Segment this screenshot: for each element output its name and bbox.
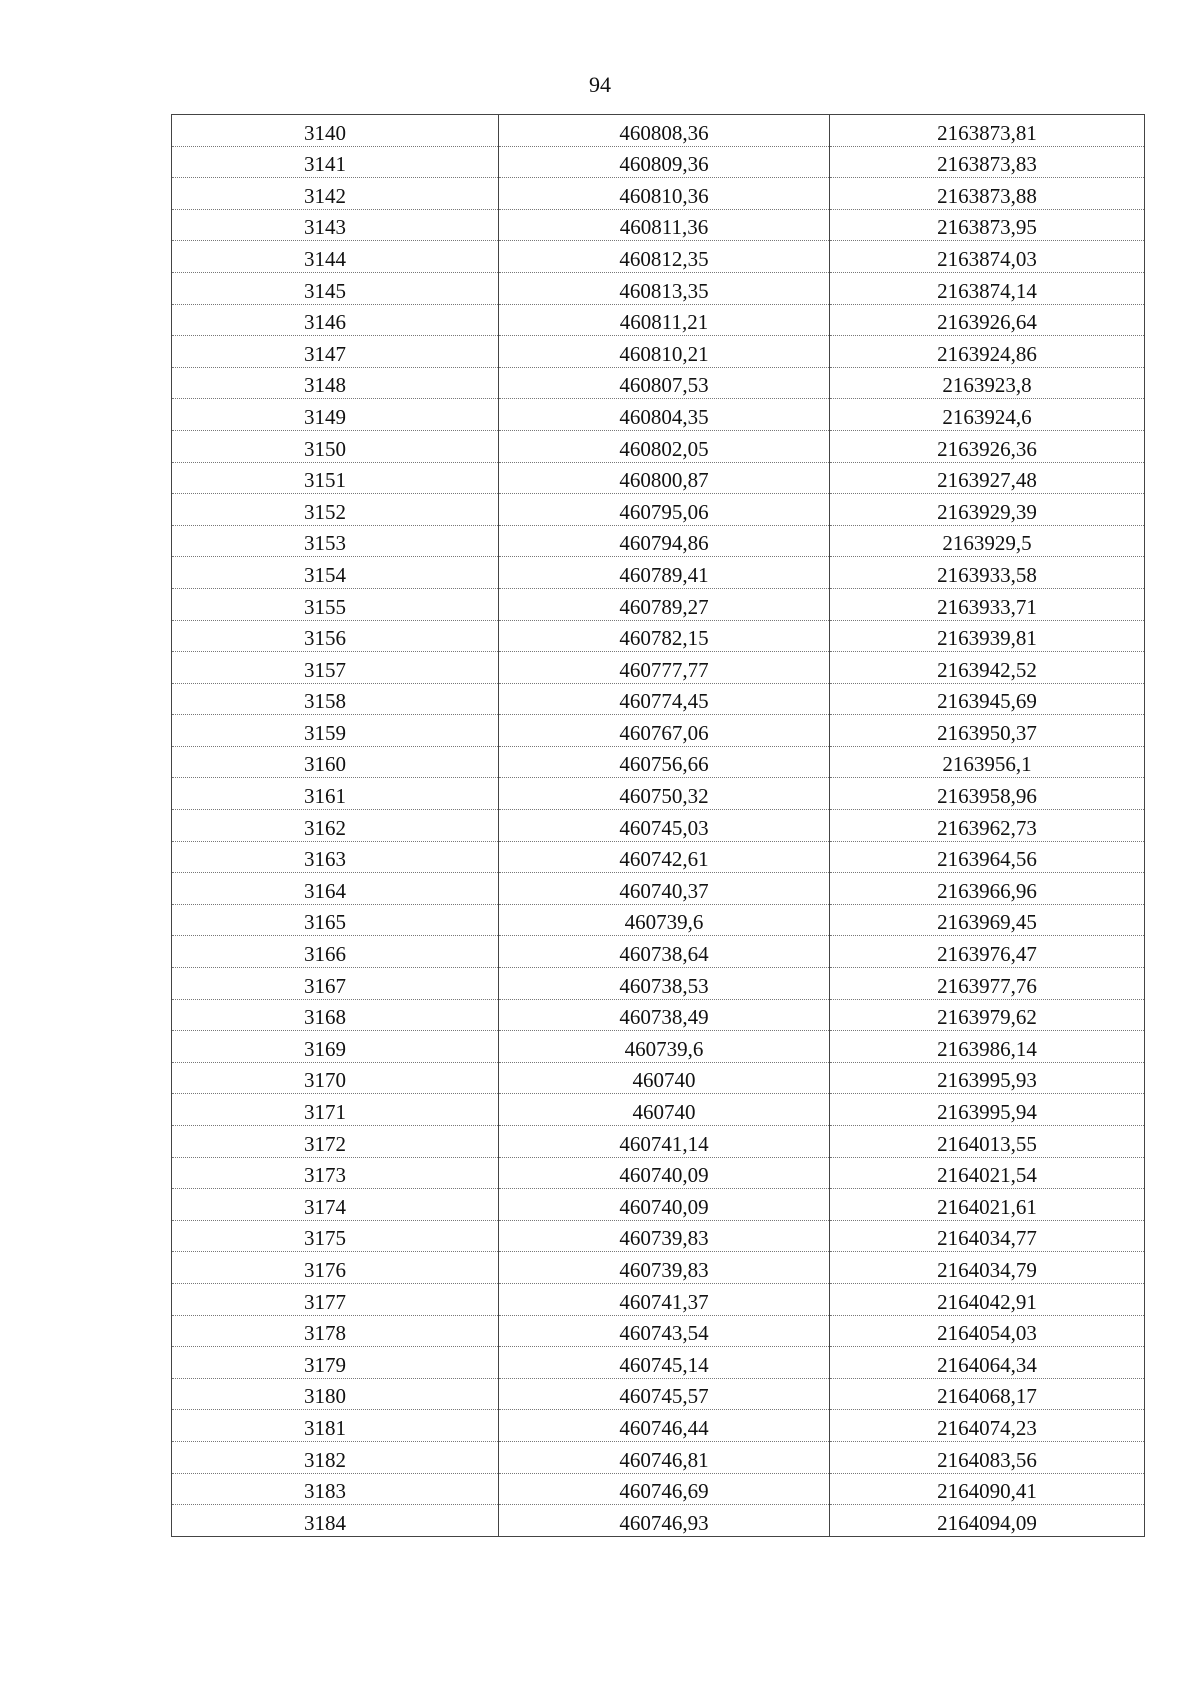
table-row [172,999,1145,1031]
page-number: 94 [589,72,611,97]
y-coordinate-cell: 2164042,91 [830,1283,1145,1315]
x-coordinate-cell: 460746,93 [499,1505,830,1537]
table-row [172,462,1145,494]
point-number-cell: 3160 [172,746,499,778]
point-number-cell: 3161 [172,778,499,810]
coordinates-table-body [172,115,1145,1537]
table-row [172,746,1145,778]
y-coordinate-cell: 2163929,39 [830,494,1145,526]
point-number-cell: 3174 [172,1189,499,1221]
x-coordinate-cell: 460739,6 [499,904,830,936]
y-coordinate-cell: 2163873,83 [830,146,1145,178]
x-coordinate-cell: 460750,32 [499,778,830,810]
x-coordinate-cell: 460812,35 [499,241,830,273]
x-coordinate-cell: 460739,83 [499,1252,830,1284]
y-coordinate-cell: 2164021,54 [830,1157,1145,1189]
x-coordinate-cell: 460810,36 [499,178,830,210]
x-coordinate-cell: 460807,53 [499,367,830,399]
point-number-cell: 3154 [172,557,499,589]
point-number-cell: 3145 [172,272,499,304]
point-number-cell: 3148 [172,367,499,399]
y-coordinate-cell: 2164090,41 [830,1473,1145,1505]
x-coordinate-cell: 460740,09 [499,1157,830,1189]
point-number-cell: 3151 [172,462,499,494]
table-row [172,1441,1145,1473]
table-row [172,557,1145,589]
point-number-cell: 3164 [172,873,499,905]
x-coordinate-cell: 460738,49 [499,999,830,1031]
point-number-cell: 3163 [172,841,499,873]
x-coordinate-cell: 460746,44 [499,1410,830,1442]
x-coordinate-cell: 460743,54 [499,1315,830,1347]
y-coordinate-cell: 2163995,93 [830,1062,1145,1094]
y-coordinate-cell: 2163873,81 [830,115,1145,147]
table-row [172,115,1145,147]
point-number-cell: 3144 [172,241,499,273]
point-number-cell: 3141 [172,146,499,178]
table-row [172,494,1145,526]
table-row [172,1094,1145,1126]
y-coordinate-cell: 2164064,34 [830,1347,1145,1379]
table-row [172,1347,1145,1379]
point-number-cell: 3166 [172,936,499,968]
y-coordinate-cell: 2164074,23 [830,1410,1145,1442]
table-row [172,1410,1145,1442]
point-number-cell: 3153 [172,525,499,557]
y-coordinate-cell: 2163986,14 [830,1031,1145,1063]
x-coordinate-cell: 460804,35 [499,399,830,431]
x-coordinate-cell: 460782,15 [499,620,830,652]
table-row [172,1505,1145,1537]
x-coordinate-cell: 460739,83 [499,1220,830,1252]
table-row [172,715,1145,747]
x-coordinate-cell: 460809,36 [499,146,830,178]
table-row [172,241,1145,273]
point-number-cell: 3150 [172,430,499,462]
y-coordinate-cell: 2164013,55 [830,1126,1145,1158]
table-row [172,209,1145,241]
x-coordinate-cell: 460808,36 [499,115,830,147]
table-row [172,683,1145,715]
table-row [172,1378,1145,1410]
y-coordinate-cell: 2163956,1 [830,746,1145,778]
table-row [172,1315,1145,1347]
point-number-cell: 3184 [172,1505,499,1537]
point-number-cell: 3171 [172,1094,499,1126]
point-number-cell: 3149 [172,399,499,431]
point-number-cell: 3167 [172,968,499,1000]
point-number-cell: 3152 [172,494,499,526]
y-coordinate-cell: 2163966,96 [830,873,1145,905]
table-row [172,399,1145,431]
point-number-cell: 3178 [172,1315,499,1347]
y-coordinate-cell: 2164083,56 [830,1441,1145,1473]
x-coordinate-cell: 460756,66 [499,746,830,778]
point-number-cell: 3157 [172,652,499,684]
point-number-cell: 3147 [172,336,499,368]
x-coordinate-cell: 460740,37 [499,873,830,905]
point-number-cell: 3156 [172,620,499,652]
x-coordinate-cell: 460811,36 [499,209,830,241]
y-coordinate-cell: 2163873,95 [830,209,1145,241]
point-number-cell: 3162 [172,810,499,842]
x-coordinate-cell: 460742,61 [499,841,830,873]
y-coordinate-cell: 2163964,56 [830,841,1145,873]
point-number-cell: 3169 [172,1031,499,1063]
point-number-cell: 3176 [172,1252,499,1284]
y-coordinate-cell: 2163933,58 [830,557,1145,589]
table-row [172,336,1145,368]
table-row [172,968,1145,1000]
y-coordinate-cell: 2163958,96 [830,778,1145,810]
table-row [172,841,1145,873]
x-coordinate-cell: 460789,27 [499,588,830,620]
table-row [172,430,1145,462]
x-coordinate-cell: 460802,05 [499,430,830,462]
point-number-cell: 3181 [172,1410,499,1442]
y-coordinate-cell: 2163874,14 [830,272,1145,304]
x-coordinate-cell: 460740,09 [499,1189,830,1221]
table-row [172,1283,1145,1315]
point-number-cell: 3155 [172,588,499,620]
table-row [172,1126,1145,1158]
x-coordinate-cell: 460811,21 [499,304,830,336]
y-coordinate-cell: 2164054,03 [830,1315,1145,1347]
x-coordinate-cell: 460794,86 [499,525,830,557]
y-coordinate-cell: 2163933,71 [830,588,1145,620]
coordinates-table [171,114,1145,1537]
y-coordinate-cell: 2163926,36 [830,430,1145,462]
table-row [172,525,1145,557]
x-coordinate-cell: 460810,21 [499,336,830,368]
x-coordinate-cell: 460745,57 [499,1378,830,1410]
point-number-cell: 3159 [172,715,499,747]
table-row [172,904,1145,936]
x-coordinate-cell: 460774,45 [499,683,830,715]
y-coordinate-cell: 2163929,5 [830,525,1145,557]
y-coordinate-cell: 2163942,52 [830,652,1145,684]
y-coordinate-cell: 2163927,48 [830,462,1145,494]
y-coordinate-cell: 2163926,64 [830,304,1145,336]
y-coordinate-cell: 2164094,09 [830,1505,1145,1537]
y-coordinate-cell: 2163874,03 [830,241,1145,273]
point-number-cell: 3168 [172,999,499,1031]
y-coordinate-cell: 2163977,76 [830,968,1145,1000]
point-number-cell: 3183 [172,1473,499,1505]
x-coordinate-cell: 460795,06 [499,494,830,526]
x-coordinate-cell: 460746,81 [499,1441,830,1473]
y-coordinate-cell: 2163873,88 [830,178,1145,210]
y-coordinate-cell: 2163939,81 [830,620,1145,652]
point-number-cell: 3165 [172,904,499,936]
y-coordinate-cell: 2163995,94 [830,1094,1145,1126]
point-number-cell: 3140 [172,115,499,147]
table-row [172,1189,1145,1221]
x-coordinate-cell: 460740 [499,1062,830,1094]
x-coordinate-cell: 460739,6 [499,1031,830,1063]
table-row [172,1031,1145,1063]
y-coordinate-cell: 2163945,69 [830,683,1145,715]
point-number-cell: 3173 [172,1157,499,1189]
y-coordinate-cell: 2163962,73 [830,810,1145,842]
x-coordinate-cell: 460800,87 [499,462,830,494]
y-coordinate-cell: 2163950,37 [830,715,1145,747]
y-coordinate-cell: 2163924,6 [830,399,1145,431]
x-coordinate-cell: 460738,64 [499,936,830,968]
y-coordinate-cell: 2163924,86 [830,336,1145,368]
x-coordinate-cell: 460813,35 [499,272,830,304]
point-number-cell: 3177 [172,1283,499,1315]
table-row [172,1473,1145,1505]
y-coordinate-cell: 2164021,61 [830,1189,1145,1221]
x-coordinate-cell: 460738,53 [499,968,830,1000]
x-coordinate-cell: 460767,06 [499,715,830,747]
x-coordinate-cell: 460746,69 [499,1473,830,1505]
table-row [172,178,1145,210]
x-coordinate-cell: 460740 [499,1094,830,1126]
y-coordinate-cell: 2164068,17 [830,1378,1145,1410]
table-row [172,367,1145,399]
table-row [172,1062,1145,1094]
table-row [172,1252,1145,1284]
point-number-cell: 3180 [172,1378,499,1410]
table-row [172,1157,1145,1189]
y-coordinate-cell: 2163979,62 [830,999,1145,1031]
table-row [172,588,1145,620]
table-row [172,778,1145,810]
x-coordinate-cell: 460741,14 [499,1126,830,1158]
x-coordinate-cell: 460745,03 [499,810,830,842]
y-coordinate-cell: 2164034,79 [830,1252,1145,1284]
table-row [172,146,1145,178]
point-number-cell: 3182 [172,1441,499,1473]
point-number-cell: 3158 [172,683,499,715]
point-number-cell: 3142 [172,178,499,210]
table-row [172,936,1145,968]
point-number-cell: 3170 [172,1062,499,1094]
table-row [172,873,1145,905]
point-number-cell: 3179 [172,1347,499,1379]
table-row [172,1220,1145,1252]
point-number-cell: 3172 [172,1126,499,1158]
y-coordinate-cell: 2164034,77 [830,1220,1145,1252]
y-coordinate-cell: 2163976,47 [830,936,1145,968]
point-number-cell: 3146 [172,304,499,336]
x-coordinate-cell: 460777,77 [499,652,830,684]
point-number-cell: 3143 [172,209,499,241]
x-coordinate-cell: 460745,14 [499,1347,830,1379]
x-coordinate-cell: 460741,37 [499,1283,830,1315]
table-row [172,272,1145,304]
table-row [172,304,1145,336]
y-coordinate-cell: 2163969,45 [830,904,1145,936]
x-coordinate-cell: 460789,41 [499,557,830,589]
y-coordinate-cell: 2163923,8 [830,367,1145,399]
point-number-cell: 3175 [172,1220,499,1252]
table-row [172,652,1145,684]
table-row [172,810,1145,842]
table-row [172,620,1145,652]
